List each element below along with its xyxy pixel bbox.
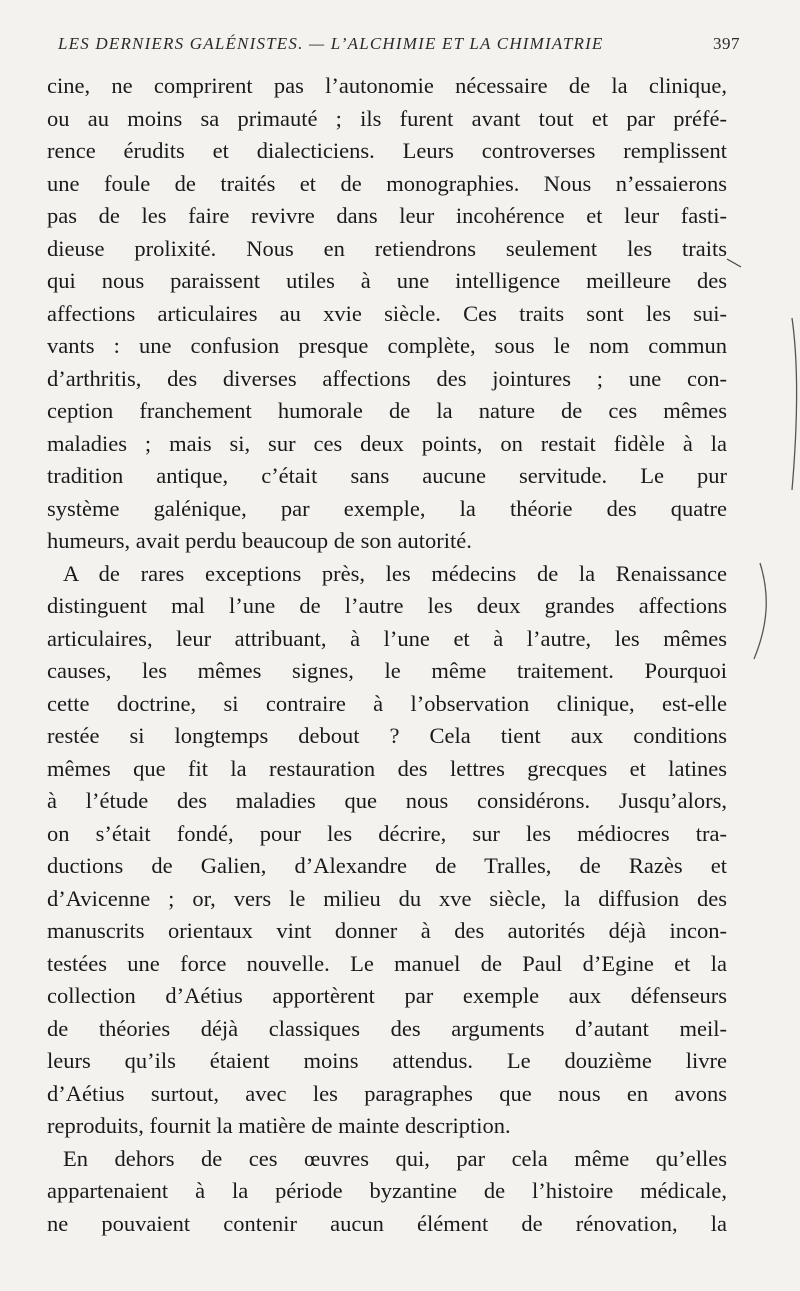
text-line: d’Avicenne ; or, vers le milieu du xve siècle, la diffusion des bbox=[47, 885, 727, 911]
text-line: d’Aétius surtout, avec les paragraphes que nous en avons bbox=[47, 1080, 727, 1106]
running-title: LES DERNIERS GALÉNISTES. — L’ALCHIMIE ET LA CHIMIATRIE bbox=[58, 34, 604, 53]
text-line: causes, les mêmes signes, le même traitement. Pourquoi bbox=[47, 658, 727, 683]
text-line: on s’était fondé, pour les décrire, sur les médiocres tra- bbox=[47, 820, 727, 846]
text-line: cette doctrine, si contraire à l’observation clinique, est-elle bbox=[47, 690, 727, 716]
text-line: distinguent mal l’une de l’autre les deux grandes affections bbox=[47, 593, 727, 618]
text-line: pas de les faire revivre dans leur incohérence et leur fasti- bbox=[47, 203, 727, 228]
text-line: restée si longtemps debout ? Cela tient aux conditions bbox=[47, 723, 727, 748]
text-line: affections articulaires au xvie siècle. Ces traits sont les sui- bbox=[47, 300, 727, 326]
text-line: mêmes que fit la restauration des lettres grecques et latines bbox=[47, 755, 727, 781]
text-line: système galénique, par exemple, la théorie des quatre bbox=[47, 495, 727, 521]
text-line: leurs qu’ils étaient moins attendus. Le douzième livre bbox=[47, 1048, 727, 1073]
text-line: collection d’Aétius apportèrent par exemple aux défenseurs bbox=[47, 983, 727, 1008]
text-line: articulaires, leur attribuant, à l’une et à l’autre, les mêmes bbox=[47, 625, 727, 651]
margin-bracket-mark bbox=[740, 555, 780, 665]
text-line: dieuse prolixité. Nous en retiendrons seulement les traits bbox=[47, 235, 727, 261]
running-head bbox=[58, 34, 740, 54]
text-line: ception franchement humorale de la nature de ces mêmes bbox=[47, 398, 727, 423]
text-line: appartenaient à la période byzantine de l’histoire médicale, bbox=[47, 1178, 727, 1203]
text-line: rence érudits et dialecticiens. Leurs controverses remplissent bbox=[47, 138, 727, 163]
body-text bbox=[47, 70, 727, 1240]
text-line: tradition antique, c’était sans aucune servitude. Le pur bbox=[47, 463, 727, 488]
text-line: vants : une confusion presque complète, sous le nom commun bbox=[47, 333, 727, 358]
text-line: testées une force nouvelle. Le manuel de Paul d’Egine et la bbox=[47, 950, 727, 976]
text-line: En dehors de ces œuvres qui, par cela même qu’elles bbox=[63, 1145, 727, 1171]
text-line: à l’étude des maladies que nous considérons. Jusqu’alors, bbox=[47, 788, 727, 813]
text-line: de théories déjà classiques des arguments d’autant meil- bbox=[47, 1015, 727, 1041]
text-line: une foule de traités et de monographies. Nous n’essaierons bbox=[47, 170, 727, 196]
margin-bracket-mark bbox=[770, 300, 800, 500]
text-line: ne pouvaient contenir aucun élément de rénovation, la bbox=[47, 1210, 727, 1236]
text-line: maladies ; mais si, sur ces deux points, on restait fidèle à la bbox=[47, 430, 727, 456]
text-line: cine, ne comprirent pas l’autonomie nécessaire de la clinique, bbox=[47, 73, 727, 98]
text-line: ou au moins sa primauté ; ils furent avant tout et par préfé- bbox=[47, 105, 727, 131]
page-number: 397 bbox=[713, 34, 740, 53]
text-line: manuscrits orientaux vint donner à des autorités déjà incon- bbox=[47, 918, 727, 943]
text-line: reproduits, fournit la matière de mainte description. bbox=[47, 1113, 511, 1138]
text-line: d’arthritis, des diverses affections des jointures ; une con- bbox=[47, 365, 727, 391]
text-line: ductions de Galien, d’Alexandre de Tralles, de Razès et bbox=[47, 853, 727, 878]
text-line: A de rares exceptions près, les médecins de la Renaissance bbox=[63, 560, 727, 586]
margin-tick-mark bbox=[725, 255, 745, 271]
text-line: qui nous paraissent utiles à une intelligence meilleure des bbox=[47, 268, 727, 293]
text-line: humeurs, avait perdu beaucoup de son autorité. bbox=[47, 528, 472, 553]
